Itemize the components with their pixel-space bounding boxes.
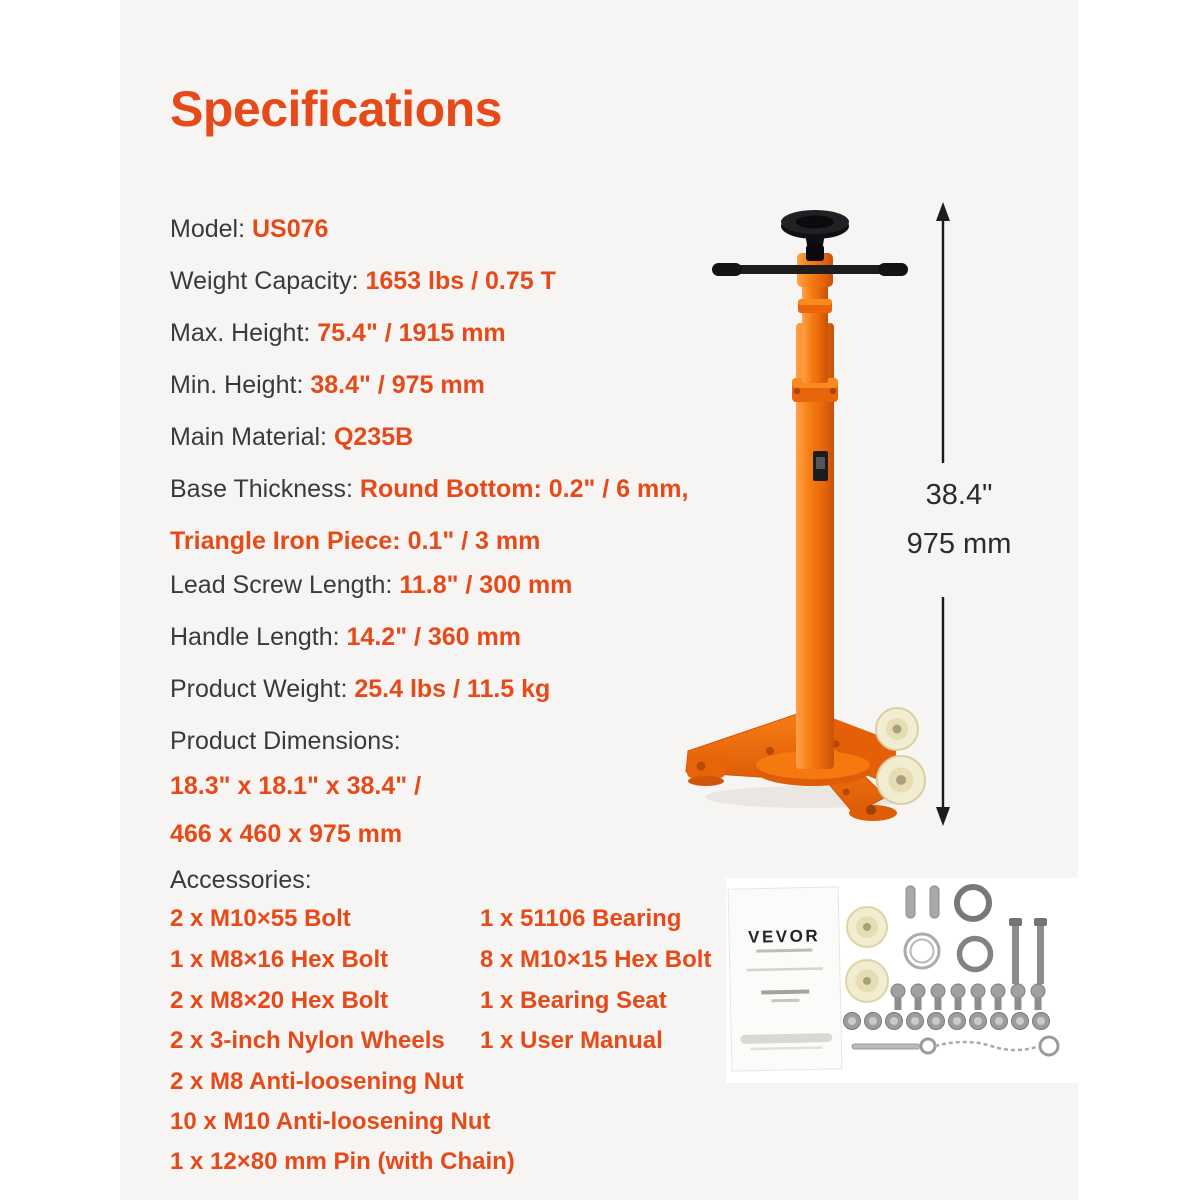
kit-nylon-wheel-2 xyxy=(846,960,888,1002)
spec-label: Handle Length: xyxy=(170,623,347,651)
spec-label: Weight Capacity: xyxy=(170,267,366,295)
spec-label: Product Weight: xyxy=(170,675,355,703)
accessory-item: 2 x 3-inch Nylon Wheels xyxy=(170,1027,445,1054)
spec-value: Round Bottom: 0.2" / 6 mm, xyxy=(359,475,689,503)
spec-label: Model: xyxy=(170,215,252,243)
spec-value: US076 xyxy=(251,215,329,243)
spec-value: 18.3" x 18.1" x 38.4" / xyxy=(170,772,422,800)
user-manual xyxy=(728,887,842,1071)
spec-value: 11.8" / 300 mm xyxy=(399,571,573,599)
spec-row xyxy=(170,423,413,452)
spec-row xyxy=(170,772,421,801)
spec-label: Product Dimensions: xyxy=(170,727,401,755)
spec-value: 1653 lbs / 0.75 T xyxy=(365,267,556,295)
spec-row xyxy=(170,527,540,556)
accessory-item: 1 x M8×16 Hex Bolt xyxy=(170,946,389,973)
product-image xyxy=(640,195,980,845)
spec-value: 38.4" / 975 mm xyxy=(310,371,485,399)
spec-label: Min. Height: xyxy=(170,371,311,399)
kit-nylon-wheel-1 xyxy=(847,907,887,947)
spec-value: Triangle Iron Piece: 0.1" / 3 mm xyxy=(170,527,541,555)
spec-row xyxy=(170,623,521,652)
product-label-sticker xyxy=(813,451,828,481)
accessories-photo xyxy=(726,878,1078,1083)
spec-value: Q235B xyxy=(333,423,414,451)
spec-row xyxy=(170,866,312,895)
accessory-item: 1 x Bearing Seat xyxy=(480,987,667,1014)
spec-row xyxy=(170,475,688,504)
spec-row xyxy=(170,371,485,400)
spec-value: 75.4" / 1915 mm xyxy=(317,319,506,347)
spec-value: 14.2" / 360 mm xyxy=(346,623,521,651)
spec-row xyxy=(170,571,572,600)
spec-row xyxy=(170,820,402,849)
spec-label: Accessories: xyxy=(170,866,312,894)
spec-label: Lead Screw Length: xyxy=(170,571,400,599)
spec-row xyxy=(170,727,401,756)
dimension-label-mm: 975 mm xyxy=(906,528,1012,560)
accessory-item: 2 x M8 Anti-loosening Nut xyxy=(170,1068,464,1095)
accessory-item: 1 x 51106 Bearing xyxy=(480,905,682,932)
spec-row xyxy=(170,319,506,348)
arrowhead-down xyxy=(936,807,950,826)
accessory-item: 1 x User Manual xyxy=(480,1027,663,1054)
spec-label: Max. Height: xyxy=(170,319,318,347)
nylon-wheel-upper xyxy=(876,708,918,750)
support-column xyxy=(792,253,838,769)
page-title: Specifications xyxy=(170,81,502,137)
dimension-label-inches: 38.4" xyxy=(925,479,993,511)
spec-row xyxy=(170,675,550,704)
accessory-item: 1 x 12×80 mm Pin (with Chain) xyxy=(170,1148,515,1175)
accessory-item: 8 x M10×15 Hex Bolt xyxy=(480,946,712,973)
accessory-item: 2 x M10×55 Bolt xyxy=(170,905,351,932)
arrowhead-up xyxy=(936,202,950,221)
spec-row xyxy=(170,215,328,244)
spec-row xyxy=(170,267,556,296)
spec-value: 466 x 460 x 975 mm xyxy=(170,820,403,848)
spec-label: Main Material: xyxy=(170,423,334,451)
manual-brand: VEVOR xyxy=(747,926,821,947)
accessory-item: 2 x M8×20 Hex Bolt xyxy=(170,987,389,1014)
saddle xyxy=(781,210,849,239)
accessory-item: 10 x M10 Anti-loosening Nut xyxy=(170,1108,491,1135)
spec-value: 25.4 lbs / 11.5 kg xyxy=(354,675,551,703)
spec-label: Base Thickness: xyxy=(170,475,360,503)
nylon-wheel-lower xyxy=(877,756,925,804)
